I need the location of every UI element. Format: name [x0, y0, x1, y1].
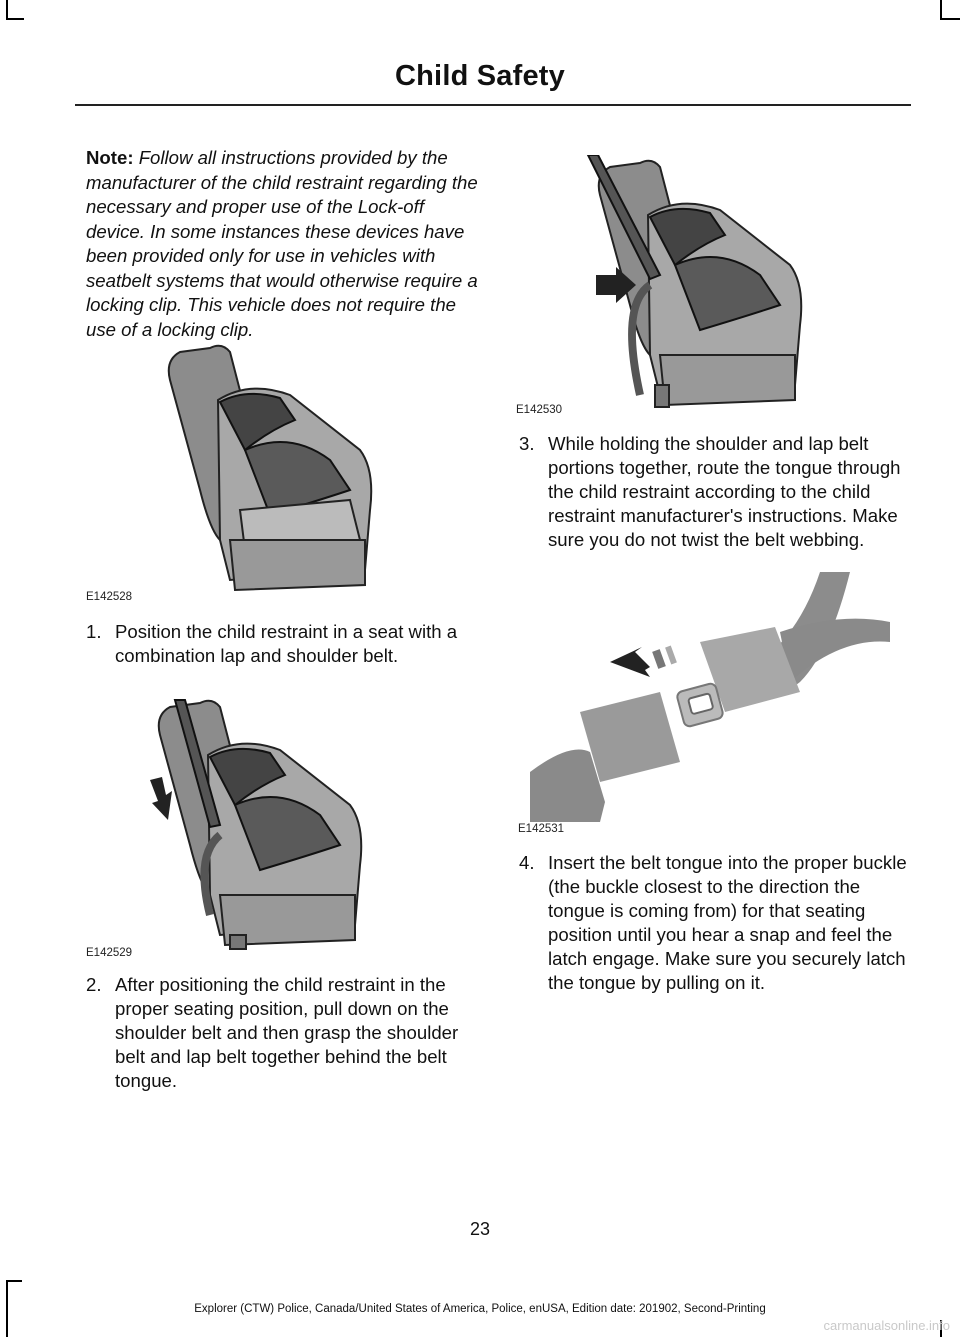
step-number: 4.: [519, 852, 535, 873]
step-3: [519, 432, 911, 552]
figure-label: E142531: [518, 823, 565, 835]
crop-mark: [6, 0, 8, 20]
step-text: After positioning the child restraint in the proper seating position, pull down on the shoulder belt and then grasp the shoulder belt and lap belt together behind the belt tongue.: [115, 974, 459, 1091]
edition-footer: Explorer (CTW) Police, Canada/United States of America, Police, enUSA, Edition date: 201902, Second-Printing: [194, 1303, 766, 1315]
header-divider: [75, 104, 911, 106]
step-2: [86, 973, 478, 1093]
crop-mark: [940, 0, 942, 20]
step-text: Insert the belt tongue into the proper buckle (the buckle closest to the direction the tongue is coming from) for that seating position until you hear a snap and feel the latch engage. Make sure you securely latch the tongue by pulling on it.: [548, 852, 907, 993]
child-seat-illustration: [150, 340, 390, 602]
crop-mark: [940, 18, 960, 20]
step-number: 1.: [86, 621, 102, 642]
crop-mark: [6, 18, 24, 20]
crop-mark: [6, 1280, 22, 1282]
figure-label: E142529: [86, 947, 133, 959]
note-paragraph: [86, 146, 478, 342]
figure-label: E142528: [86, 591, 133, 603]
tongue-routing-illustration: [580, 155, 840, 415]
step-1: [86, 620, 478, 668]
note-label: Note:: [86, 147, 134, 168]
seat-belt-pull-illustration: [140, 695, 380, 955]
page-title: Child Safety: [395, 60, 565, 92]
watermark-link[interactable]: carmanualsonline.info: [823, 1318, 950, 1333]
figure-label: E142530: [516, 404, 563, 416]
page-number: 23: [469, 1219, 491, 1239]
step-number: 2.: [86, 974, 102, 995]
step-number: 3.: [519, 433, 535, 454]
buckle-tongue-illustration: [530, 572, 890, 822]
note-text: Follow all instructions provided by the manufacturer of the child restraint regarding the necessary and proper use of the Lock-off device. In some instances these devices have been provided only for use in vehicles with seatbelt systems that would otherwise require a locking clip. This vehicle does not require the use of a locking clip.: [86, 147, 478, 340]
step-text: Position the child restraint in a seat with a combination lap and shoulder belt.: [115, 621, 458, 666]
step-4: [519, 851, 911, 995]
step-text: While holding the shoulder and lap belt portions together, route the tongue through the child restraint according to the child restraint manufacturer's instructions. Make sure you do not twist the belt webbing.: [548, 433, 901, 550]
